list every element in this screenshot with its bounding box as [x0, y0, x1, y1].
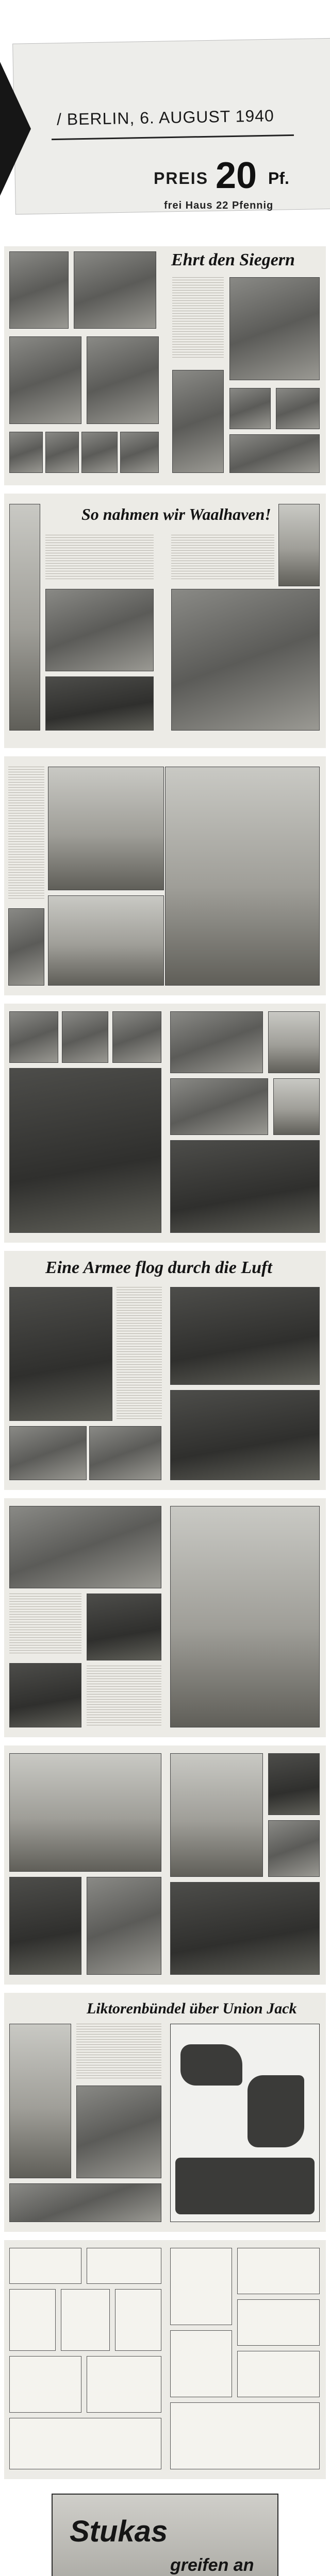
back-cover-strip — [0, 2483, 330, 2576]
spread-6-photo — [4, 1498, 326, 1737]
spread-9-left-page — [4, 2240, 166, 2479]
spread-5-photo — [4, 1251, 326, 1490]
motorcycle-illustration — [170, 1506, 320, 1727]
spread-2-headline: So nahmen wir Waalhaven! — [81, 505, 271, 523]
spread-8-headline: Liktorenbündel über Union Jack — [87, 2000, 297, 2017]
back-cover-title: Stukas — [70, 2515, 168, 2548]
spread-6-left-page — [4, 1498, 166, 1737]
small-photo — [87, 1877, 161, 1975]
portrait-photo — [87, 336, 159, 424]
map-landmass — [180, 2044, 242, 2086]
spread-9-right-page — [165, 2240, 326, 2479]
bomber-photo — [9, 1753, 161, 1872]
advertisement — [9, 2356, 81, 2413]
spread-3 — [0, 752, 330, 999]
text-column — [8, 767, 44, 901]
spread-4 — [0, 999, 330, 1247]
spread-8 — [0, 1989, 330, 2236]
spread-7-photo — [4, 1745, 326, 1985]
spread-8-right-page — [165, 1993, 326, 2232]
spread-1-right-page — [165, 246, 326, 485]
cover-header-strip — [0, 0, 330, 242]
advertisement — [115, 2289, 161, 2351]
troops-photo — [45, 589, 154, 671]
mediterranean-map — [170, 2024, 320, 2222]
spread-5 — [0, 1247, 330, 1494]
price-unit: Pf. — [268, 169, 289, 188]
spread-3-right-page — [165, 756, 326, 995]
advertisement — [9, 2248, 81, 2284]
advertisement — [87, 2248, 161, 2284]
text-column — [9, 1594, 81, 1655]
small-photo — [170, 1078, 268, 1135]
spread-1-headline: Ehrt den Siegern — [171, 250, 295, 269]
spread-8-left-page — [4, 1993, 166, 2232]
ceremony-photo — [229, 277, 320, 380]
portrait-photo — [74, 251, 156, 329]
aircraft-interior-photo — [170, 1390, 320, 1480]
spread-7-right-page — [165, 1745, 326, 1985]
group-photo — [229, 434, 320, 473]
spread-6 — [0, 1494, 330, 1741]
advertisement — [170, 2330, 232, 2397]
portrait-photo — [9, 251, 69, 329]
small-photo — [62, 1011, 108, 1063]
text-column — [87, 1666, 161, 1727]
small-photo — [9, 1426, 87, 1480]
airfield-photo — [171, 589, 320, 731]
spread-9 — [0, 2236, 330, 2483]
spread-5-headline: Eine Armee flog durch die Luft — [45, 1258, 272, 1277]
delivery-note: frei Haus 22 Pfennig — [164, 200, 274, 211]
large-photo — [170, 1882, 320, 1975]
small-photo — [9, 2183, 161, 2222]
advertisement — [170, 2402, 320, 2469]
soldiers-photo — [45, 676, 154, 731]
map-landmass — [248, 2075, 304, 2147]
soldiers-photo — [9, 1287, 112, 1421]
advertisement — [61, 2289, 110, 2351]
portrait-photo — [9, 432, 43, 473]
text-column — [45, 535, 154, 581]
advertisement — [237, 2351, 320, 2397]
text-column — [76, 2024, 161, 2080]
spread-1-left-page — [4, 246, 166, 485]
back-cover-subtitle: greifen an — [170, 2555, 254, 2575]
advertisement — [9, 2418, 161, 2469]
aircraft-formation-photo — [9, 2024, 71, 2178]
spread-3-left-page — [4, 756, 166, 995]
portrait-photo — [276, 388, 320, 429]
text-column — [172, 277, 224, 360]
spread-5-right-page — [165, 1251, 326, 1490]
portrait-photo — [229, 388, 271, 429]
spread-6-right-page — [165, 1498, 326, 1737]
price-value: 20 — [216, 155, 257, 196]
map-landmass — [175, 2158, 315, 2214]
portrait-photo — [120, 432, 159, 473]
portrait-photo — [172, 370, 224, 473]
spread-9-photo — [4, 2240, 326, 2479]
advertisement — [170, 2248, 232, 2325]
text-column — [171, 535, 274, 581]
spread-2-right-page — [165, 494, 326, 748]
small-photo — [112, 1011, 161, 1063]
small-photo — [89, 1426, 161, 1480]
cover-dateline: / BERLIN, 6. AUGUST 1940 — [56, 106, 275, 129]
spread-4-left-page — [4, 1004, 166, 1243]
large-photo — [9, 1506, 161, 1588]
landing-photo — [48, 895, 164, 986]
large-photo — [170, 1140, 320, 1233]
spread-4-right-page — [165, 1004, 326, 1243]
spread-7-left-page — [4, 1745, 166, 1985]
portrait-photo — [45, 432, 79, 473]
spread-1 — [0, 242, 330, 489]
small-photo — [273, 1078, 320, 1135]
spread-8-photo — [4, 1993, 326, 2232]
small-photo — [9, 1011, 58, 1063]
sky-photo — [170, 1753, 263, 1877]
portrait-photo — [9, 336, 81, 424]
spread-4-photo — [4, 1004, 326, 1243]
illustration-photo — [9, 1068, 161, 1233]
parachute-drop-photo — [165, 767, 320, 986]
small-photo — [76, 2086, 161, 2178]
spread-2-left-page — [4, 494, 166, 748]
paratroopers-sky-photo — [48, 767, 164, 890]
aircraft-photo — [170, 1287, 320, 1385]
spread-5-left-page — [4, 1251, 166, 1490]
advertisement — [237, 2248, 320, 2294]
side-photo — [9, 504, 40, 731]
portrait-photo — [81, 432, 118, 473]
price-label: PREIS — [154, 169, 209, 188]
spread-1-photo — [4, 246, 326, 485]
small-photo — [9, 1877, 81, 1975]
spread-7 — [0, 1741, 330, 1989]
spread-2-photo — [4, 494, 326, 748]
text-column — [117, 1287, 162, 1421]
small-photo — [170, 1011, 263, 1073]
small-photo — [268, 1011, 320, 1073]
advertisement — [87, 2356, 161, 2413]
spread-2 — [0, 489, 330, 752]
small-photo — [9, 1663, 81, 1727]
advertisement — [9, 2289, 56, 2351]
advertisement — [237, 2299, 320, 2346]
small-photo — [268, 1753, 320, 1815]
spread-3-photo — [4, 756, 326, 995]
paratrooper-photo — [278, 504, 320, 586]
small-photo — [87, 1594, 161, 1660]
small-photo — [8, 908, 44, 986]
small-photo — [268, 1820, 320, 1877]
